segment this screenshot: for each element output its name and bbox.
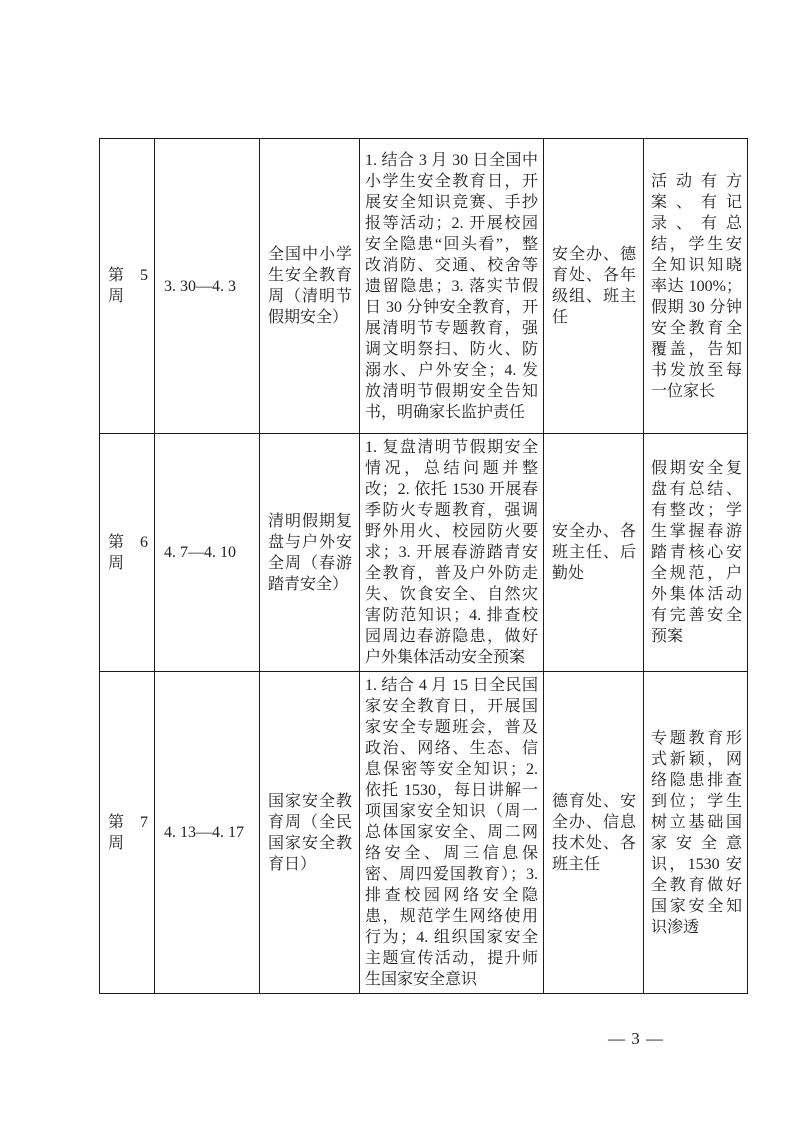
- outcome-cell: 假期安全复盘有总结、有整改；学生掌握春游踏青核心安全规范，户外集体活动有完善安全预案: [644, 434, 748, 672]
- theme-cell: 全国中小学生安全教育周（清明节假期安全）: [260, 139, 360, 434]
- dates-cell: 3. 30—4. 3: [155, 139, 260, 434]
- activities-cell: 1. 复盘清明节假期安全情况，总结问题并整改；2. 依托 1530 开展春季防火专题教育，强调野外用火、校园防火要求；3. 开展春游踏青安全教育，普及户外防走失、饮食安全、自然灾害防范知识；4. 排查校园周边春游隐患，做好户外集体活动安全预案: [360, 434, 544, 672]
- theme-cell: 国家安全教育周（全民国家安全教育日）: [260, 672, 360, 994]
- table-row-week6: [100, 434, 748, 672]
- week-cell: 第 7 周: [100, 672, 155, 994]
- responsible-cell: 德育处、安全办、信息技术处、各班主任: [544, 672, 644, 994]
- responsible-cell: 安全办、各班主任、后勤处: [544, 434, 644, 672]
- week-cell: 第 5 周: [100, 139, 155, 434]
- safety-education-schedule-table: [99, 138, 748, 994]
- responsible-cell: 安全办、德育处、各年级组、班主任: [544, 139, 644, 434]
- dates-cell: 4. 7—4. 10: [155, 434, 260, 672]
- theme-cell: 清明假期复盘与户外安全周（春游踏青安全）: [260, 434, 360, 672]
- table-row-week5: [100, 139, 748, 434]
- outcome-cell: 活动有方案、有记录、有总结，学生安全知识知晓率达 100%；假期 30 分钟安全教育全覆盖，告知书发放至每一位家长: [644, 139, 748, 434]
- week-cell: 第 6 周: [100, 434, 155, 672]
- page-number: — 3 —: [608, 1029, 664, 1048]
- activities-cell: 1. 结合 3 月 30 日全国中小学生安全教育日，开展安全知识竞赛、手抄报等活动；2. 开展校园安全隐患“回头看”，整改消防、交通、校舍等遗留隐患；3. 落实节假日 30 分钟安全教育，开展清明节专题教育，强调文明祭扫、防火、防溺水、户外安全；4. 发放清明节假期安全告知书，明确家长监护责任: [360, 139, 544, 434]
- activities-cell: 1. 结合 4 月 15 日全民国家安全教育日，开展国家安全专题班会，普及政治、网络、生态、信息保密等安全知识；2. 依托 1530，每日讲解一项国家安全知识（周一总体国家安全、周二网络安全、周三信息保密、周四爱国教育）；3. 排查校园网络安全隐患，规范学生网络使用行为；4. 组织国家安全主题宣传活动，提升师生国家安全意识: [360, 672, 544, 994]
- outcome-cell: 专题教育形式新颖，网络隐患排查到位；学生树立基础国家安全意识，1530 安全教育做好国家安全知识渗透: [644, 672, 748, 994]
- dates-cell: 4. 13—4. 17: [155, 672, 260, 994]
- table-row-week7: [100, 672, 748, 994]
